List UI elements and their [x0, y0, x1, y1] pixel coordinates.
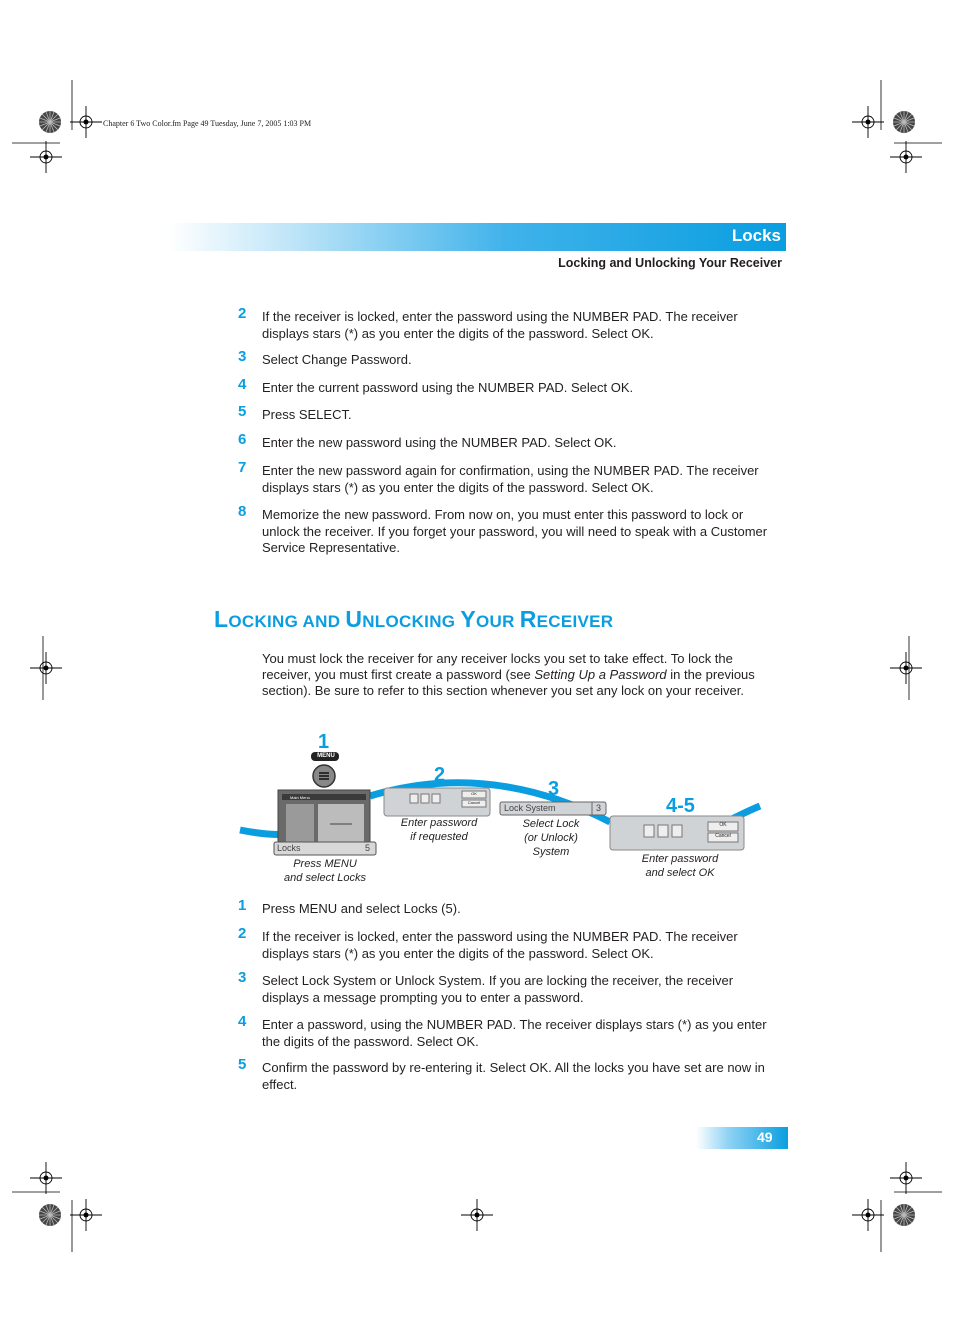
step-number: 6: [238, 431, 247, 448]
figure-step-4-5: 4-5: [666, 795, 695, 817]
section-title: LOCKING AND UNLOCKING YOUR RECEIVER: [214, 606, 614, 632]
cancel-button-small: Cancel: [467, 800, 481, 805]
menu-key-label: MENU: [317, 753, 335, 759]
ok-button-small: OK: [471, 791, 477, 796]
figure-step-2: 2: [434, 764, 446, 786]
step-text: Enter a password, using the NUMBER PAD. The receiver displays stars (*) as you enter the digits of the password. Select OK.: [262, 1017, 767, 1049]
printer-line: Chapter 6 Two Color.fm Page 49 Tuesday, June 7, 2005 1:03 PM: [103, 119, 312, 128]
header-title: Locks: [731, 226, 781, 245]
step-text: Confirm the password by re-entering it. Select OK. All the locks you have set are now in effect.: [262, 1060, 765, 1092]
step-text: Enter the current password using the NUMBER PAD. Select OK.: [262, 380, 634, 395]
caption-press-menu: Press MENU and select Locks: [284, 858, 366, 884]
step-text: Select Lock System or Unlock System. If you are locking the receiver, the receiver displays a message prompting you to enter a password.: [262, 973, 734, 1005]
step-number: 1: [238, 897, 247, 914]
step-text: Press SELECT.: [262, 407, 352, 422]
header-subtitle: Locking and Unlocking Your Receiver: [558, 256, 782, 270]
step-number: 5: [238, 403, 247, 420]
page-number-band: [696, 1127, 788, 1149]
step-text: Enter the new password using the NUMBER PAD. Select OK.: [262, 435, 617, 450]
step-number: 2: [238, 305, 247, 322]
step-number: 8: [238, 503, 247, 520]
screen-title: Main Menu: [290, 795, 310, 800]
caption-select-lock: Select Lock (or Unlock) System: [522, 818, 580, 858]
step-number: 4: [238, 376, 247, 393]
ok-button-large: OK: [719, 822, 727, 828]
step-number: 3: [238, 969, 247, 986]
caption-enter-ok: Enter password and select OK: [641, 853, 719, 879]
cancel-button-large: Cancel: [715, 833, 731, 839]
step-text: Memorize the new password. From now on, you must enter this password to lock or unlock the receiver. If you forget your password, you will need to speak with a Customer Service Representative.: [262, 507, 768, 555]
step-number: 7: [238, 459, 247, 476]
section-intro: You must lock the receiver for any receiver locks you set to take effect. To lock the receiver, you must first create a password (see Setting Up a Password in the previous section). Be sure to refer to this section whenever you set any lock on your receiver.: [262, 651, 755, 698]
step-text: Enter the new password again for confirmation, using the NUMBER PAD. The receiver displays stars (*) as you enter the digits of the password. Select OK.: [262, 463, 759, 495]
step-number: 4: [238, 1013, 247, 1030]
figure-step-3: 3: [548, 778, 560, 800]
lock-system-number: 3: [596, 803, 602, 813]
step-text: Select Change Password.: [262, 352, 412, 367]
figure-step-1: 1: [318, 731, 330, 753]
step-number: 5: [238, 1056, 247, 1073]
step-text: If the receiver is locked, enter the password using the NUMBER PAD. The receiver displays stars (*) as you enter the digits of the password. Select OK.: [262, 309, 738, 341]
step-text: If the receiver is locked, enter the password using the NUMBER PAD. The receiver displays stars (*) as you enter the digits of the password. Select OK.: [262, 929, 738, 961]
page-number: 49: [757, 1129, 773, 1145]
locks-label: Locks: [277, 843, 301, 853]
step-number: 2: [238, 925, 247, 942]
header-band: [168, 223, 786, 251]
step-text: Press MENU and select Locks (5).: [262, 901, 461, 916]
lock-system-label: Lock System: [504, 803, 556, 813]
step-number: 3: [238, 348, 247, 365]
locks-number: 5: [365, 843, 371, 853]
caption-enter-password: Enter password if requested: [400, 817, 478, 843]
